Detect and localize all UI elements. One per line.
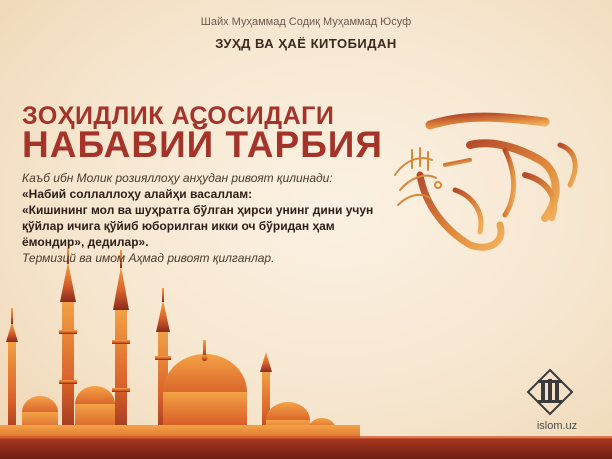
narration-intro: Каъб ибн Молик розияллоҳу анҳудан ривоят қилинади:: [22, 171, 333, 185]
quote-intro: «Набий соллаллоҳу алайҳи васаллам:: [22, 187, 253, 201]
hadith-source: Термизий ва имом Аҳмад ривоят қилганлар.: [22, 251, 275, 265]
mosque-silhouette: [0, 248, 360, 459]
blessing-art: [395, 148, 441, 205]
site-logo-label: islom.uz: [536, 420, 578, 432]
ground-strip: [0, 438, 612, 459]
book-title: ЗУҲД ВА ҲАЁ КИТОБИДАН: [215, 36, 397, 51]
title-line-2: НАБАВИЙ ТАРБИЯ: [22, 124, 383, 165]
author-name: Шайх Муҳаммад Содиқ Муҳаммад Юсуф: [200, 16, 412, 28]
hadith-quote: «Кишининг мол ва шуҳратга бўлган ҳирси унинг дини учун қўйлар ичига қўйиб юборилган икки оч бўридан ҳам ёмондир», дедилар».: [22, 203, 374, 249]
calligraphy-art: [420, 117, 575, 247]
islom-uz-logo-icon: [528, 370, 572, 414]
hadith-text: [22, 170, 382, 266]
title-line-1: ЗОҲИДЛИК АСОСИДАГИ: [22, 102, 335, 130]
